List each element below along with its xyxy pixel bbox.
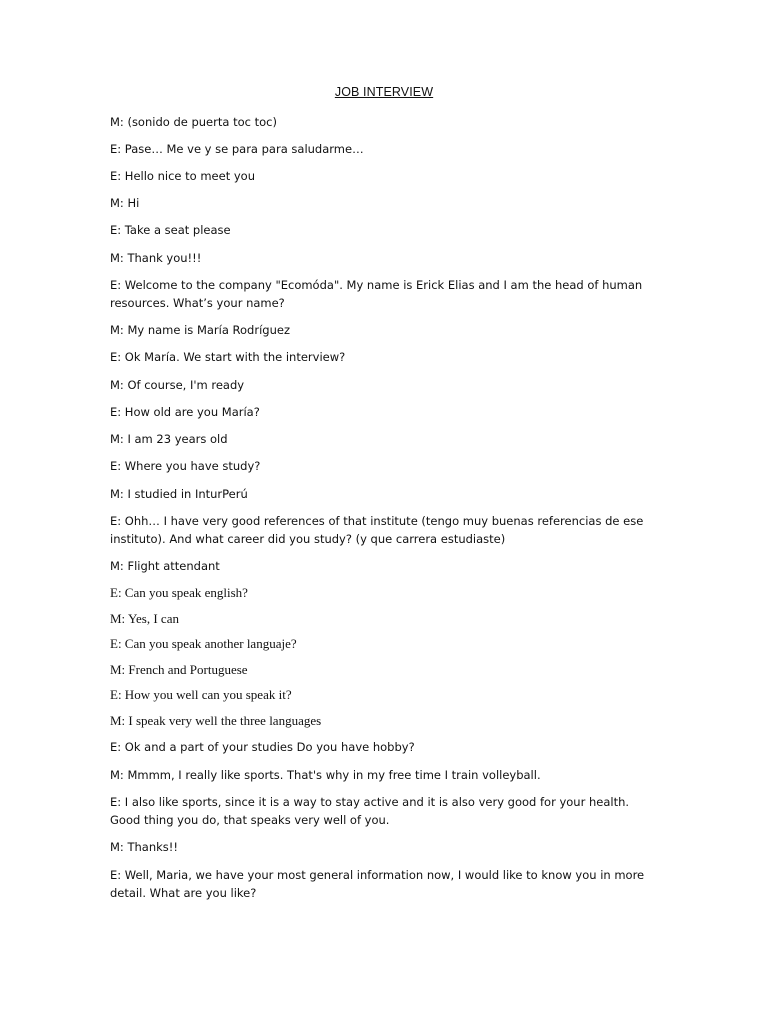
dialogue-line: M: Thank you!!!: [110, 251, 202, 265]
dialogue-line: E: Well, Maria, we have your most general information now, I would like to know you in more detail. What are you like?: [110, 868, 645, 900]
dialogue-line: E: Hello nice to meet you: [110, 169, 255, 183]
dialogue-line: E: Take a seat please: [110, 223, 231, 237]
dialogue-line: M: Of course, I'm ready: [110, 378, 245, 392]
dialogue-line: M: My name is María Rodríguez: [110, 323, 290, 337]
dialogue-line: E: Can you speak another languaje?: [110, 636, 297, 651]
dialogue-line: M: Yes, I can: [110, 611, 179, 626]
dialogue-line: M: French and Portuguese: [110, 662, 248, 677]
dialogue-line: E: How old are you María?: [110, 405, 260, 419]
dialogue-line: M: Flight attendant: [110, 559, 220, 573]
dialogue-line: E: Where you have study?: [110, 459, 261, 473]
dialogue-line: E: Pase… Me ve y se para para saludarme…: [110, 142, 364, 156]
dialogue-line: M: I speak very well the three languages: [110, 713, 322, 728]
dialogue-line: M: Hi: [110, 196, 140, 210]
dialogue-line: E: I also like sports, since it is a way to stay active and it is also very good for your health. Good thing you do, that speaks very well of you.: [110, 795, 630, 827]
dialogue-line: E: Welcome to the company "Ecomóda". My name is Erick Elias and I am the head of human resources. What’s your name?: [110, 278, 643, 310]
dialogue-line: E: Can you speak english?: [110, 585, 248, 600]
dialogue-line: E: Ok María. We start with the interview?: [110, 350, 346, 364]
dialogue-line: E: Ok and a part of your studies Do you have hobby?: [110, 740, 415, 754]
dialogue-line: M: I am 23 years old: [110, 432, 228, 446]
dialogue-line: M: Thanks!!: [110, 840, 178, 854]
dialogue-line: M: (sonido de puerta toc toc): [110, 115, 277, 129]
document-title: JOB INTERVIEW: [334, 85, 434, 99]
dialogue-line: E: How you well can you speak it?: [110, 687, 292, 702]
dialogue-line: E: Ohh… I have very good references of that institute (tengo muy buenas referencias de ese instituto). And what career did you study? (y que carrera estudiaste): [110, 514, 644, 546]
dialogue-line: M: Mmmm, I really like sports. That's why in my free time I train volleyball.: [110, 768, 541, 782]
dialogue-line: M: I studied in InturPerú: [110, 487, 248, 501]
